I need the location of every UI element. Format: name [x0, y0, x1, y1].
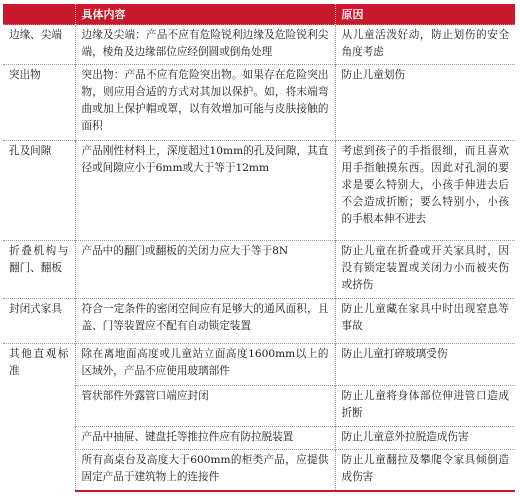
- table-row: [3, 25, 515, 65]
- table-row: [3, 385, 515, 426]
- row-item: 边缘、尖端: [3, 25, 75, 65]
- row-reason: 防止儿童意外拉脱造成伤害: [335, 427, 515, 450]
- children-furniture-standards-table: [3, 4, 515, 492]
- row-reason: 防止儿童翻拉及攀爬令家具倾倒造成伤害: [335, 449, 515, 491]
- table-row: [3, 240, 515, 298]
- table-row: [3, 141, 515, 241]
- header-reason: 原因: [335, 4, 515, 25]
- header-content: 具体内容: [75, 4, 335, 25]
- row-content: 符合一定条件的密闭空间应有足够大的通风面积，且盖、门等装置应不配有自动锁定装置: [75, 298, 335, 344]
- row-content: 产品刚性材料上，深度超过10mm的孔及间隙，其直径或间隙应小于6mm或大于等于12mm: [75, 141, 335, 241]
- row-reason: 考虑到孩子的手指很细，而且喜欢用手指触摸东西。因此对孔洞的要求是要么特别大，小孩手伸进去后不会造成折断；要么特别小，小孩的手根本伸不进去: [335, 141, 515, 241]
- row-content: 管状部件外露管口端应封闭: [75, 385, 335, 426]
- row-content: 边缘及尖端：产品不应有危险锐利边缘及危险锐利尖端，棱角及边缘部位应经倒圆或倒角处理: [75, 25, 335, 65]
- table-row: [3, 298, 515, 344]
- row-content: 突出物：产品不应有危险突出物。如果存在危险突出物，则应用合适的方式对其加以保护。如，将末端弯曲或加上保护帽或罩，以有效增加可能与皮肤接触的面积: [75, 65, 335, 141]
- row-content: 除在离地面高度或儿童站立面高度1600mm以上的区域外，产品不应使用玻璃部件: [75, 344, 335, 385]
- row-item: 折叠机构与翻门、翻板: [3, 240, 75, 298]
- header-item: [3, 4, 75, 25]
- row-reason: 防止儿童打碎玻璃受伤: [335, 344, 515, 385]
- row-item: 封闭式家具: [3, 298, 75, 344]
- table-row: [3, 449, 515, 491]
- row-reason: 防止儿童藏在家具中时出现窒息等事故: [335, 298, 515, 344]
- row-content: 产品中的翻门或翻板的关闭力应大于等于8N: [75, 240, 335, 298]
- row-item: 孔及间隙: [3, 141, 75, 241]
- table-row: [3, 65, 515, 141]
- row-item: 突出物: [3, 65, 75, 141]
- table-header-row: [3, 4, 515, 25]
- row-content: 所有高桌台及高度大于600mm的柜类产品，应提供固定产品于建筑物上的连接件: [75, 449, 335, 491]
- row-reason: 防止儿童划伤: [335, 65, 515, 141]
- row-reason: 防止儿童在折叠或开关家具时，因没有锁定装置或关闭力小而被夹伤或挤伤: [335, 240, 515, 298]
- row-content: 产品中抽屉、键盘托等推拉件应有防拉脱装置: [75, 427, 335, 450]
- table-row: [3, 344, 515, 385]
- table-row: [3, 427, 515, 450]
- row-reason: 从儿童活泼好动，防止划伤的安全角度考虑: [335, 25, 515, 65]
- row-reason: 防止儿童将身体部位伸进管口造成折断: [335, 385, 515, 426]
- row-item: 其他直观标准: [3, 344, 75, 491]
